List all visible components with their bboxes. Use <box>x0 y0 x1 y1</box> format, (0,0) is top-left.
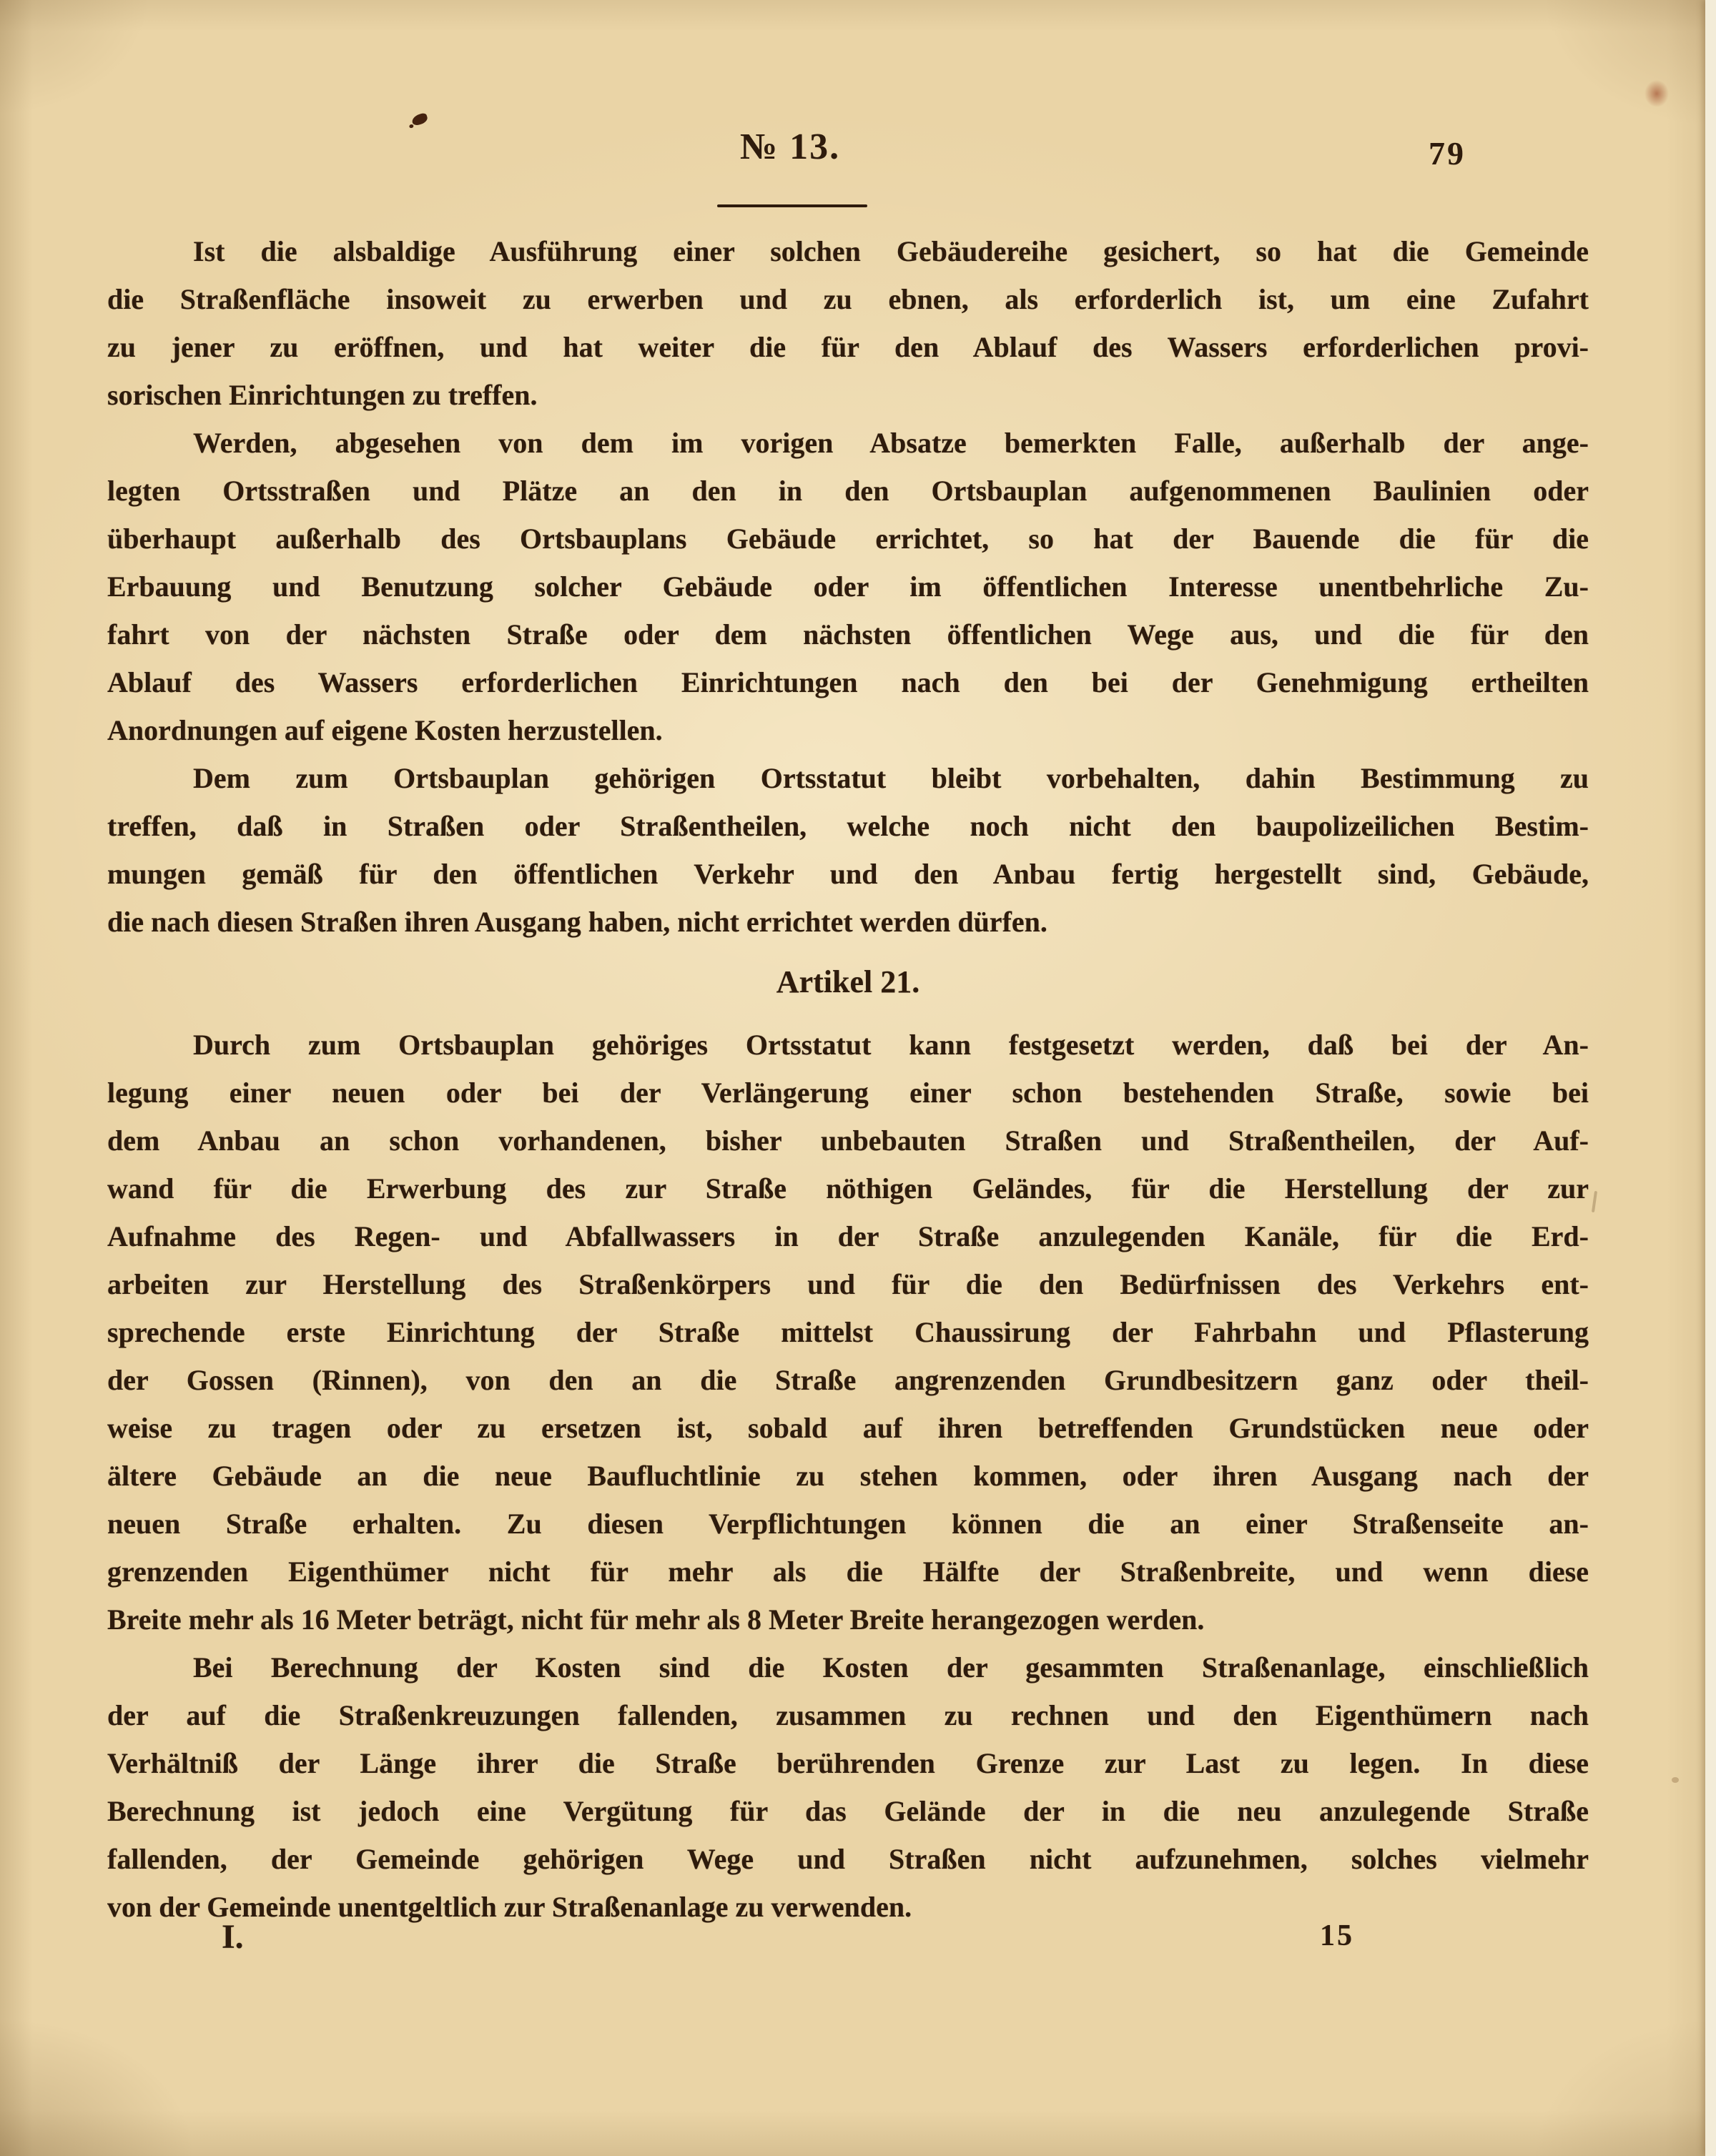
header-rule <box>717 204 867 207</box>
text-line: von der Gemeinde unentgeltlich zur Straßenanlage zu verwenden. <box>107 1891 912 1923</box>
body-text-lower <box>107 1021 1589 1931</box>
body-text-upper <box>107 227 1589 946</box>
text-line: Ablauf des Wassers erforderlichen Einrichtungen nach den bei der Genehmigung ertheilten <box>107 666 1589 698</box>
text-line: Anordnungen auf eigene Kosten herzustellen. <box>107 714 663 746</box>
text-line: fahrt von der nächsten Straße oder dem nächsten öffentlichen Wege aus, und die für den <box>107 618 1589 651</box>
text-line: Dem zum Ortsbauplan gehörigen Ortsstatut bleibt vorbehalten, dahin Bestimmung zu <box>193 762 1589 794</box>
paper-speck <box>1672 1777 1679 1783</box>
issue-number: № 13. <box>739 127 841 167</box>
text-line: überhaupt außerhalb des Ortsbauplans Gebäude errichtet, so hat der Bauende die für die <box>107 523 1589 555</box>
text-line: der auf die Straßenkreuzungen fallenden, zusammen zu rechnen und den Eigenthümern nach <box>107 1699 1589 1731</box>
text-line: Berechnung ist jedoch eine Vergütung für das Gelände der in die neu anzulegende Straße <box>107 1795 1589 1827</box>
text-line: Aufnahme des Regen- und Abfallwassers in der Straße anzulegenden Kanäle, für die Erd- <box>107 1220 1589 1252</box>
text-line: wand für die Erwerbung des zur Straße nöthigen Geländes, für die Herstellung der zur <box>107 1172 1589 1205</box>
text-line: fallenden, der Gemeinde gehörigen Wege und Straßen nicht aufzunehmen, solches vielmehr <box>107 1843 1589 1875</box>
text-line: Verhältniß der Länge ihrer die Straße berührenden Grenze zur Last zu legen. In diese <box>107 1747 1589 1779</box>
text-line: dem Anbau an schon vorhandenen, bisher unbebauten Straßen und Straßentheilen, der Auf- <box>107 1124 1589 1157</box>
text-line: Bei Berechnung der Kosten sind die Kosten der gesammten Straßenanlage, einschließlich <box>193 1651 1589 1683</box>
page-number: 79 <box>1429 135 1466 172</box>
text-line: ältere Gebäude an die neue Baufluchtlinie zu stehen kommen, oder ihren Ausgang nach der <box>107 1460 1589 1492</box>
sheet-signature-number: 15 <box>1320 1919 1354 1952</box>
text-line: der Gossen (Rinnen), von den an die Straße angrenzenden Grundbesitzern ganz oder theil- <box>107 1364 1589 1396</box>
text-line: treffen, daß in Straßen oder Straßentheilen, welche noch nicht den baupolizeilichen Bestim- <box>107 810 1589 842</box>
text-line: neuen Straße erhalten. Zu diesen Verpflichtungen können die an einer Straßenseite an- <box>107 1508 1589 1540</box>
text-line: Ist die alsbaldige Ausführung einer solchen Gebäudereihe gesichert, so hat die Gemeinde <box>193 235 1589 267</box>
text-line: die Straßenfläche insoweit zu erwerben und zu ebnen, als erforderlich ist, um eine Zufahrt <box>107 283 1589 315</box>
text-line: zu jener zu eröffnen, und hat weiter die für den Ablauf des Wassers erforderlichen provi- <box>107 331 1589 363</box>
text-line: grenzenden Eigenthümer nicht für mehr als die Hälfte der Straßenbreite, und wenn diese <box>107 1556 1589 1588</box>
section-signature-mark: I. <box>222 1918 244 1956</box>
text-line: arbeiten zur Herstellung des Straßenkörpers und für die den Bedürfnissen des Verkehrs ent- <box>107 1268 1589 1300</box>
text-line: Breite mehr als 16 Meter beträgt, nicht für mehr als 8 Meter Breite herangezogen werden. <box>107 1603 1205 1636</box>
article-heading: Artikel 21. <box>776 964 920 999</box>
text-line: legten Ortsstraßen und Plätze an den in den Ortsbauplan aufgenommenen Baulinien oder <box>107 475 1589 507</box>
text-line: sprechende erste Einrichtung der Straße mittelst Chaussirung der Fahrbahn und Pflasterung <box>107 1316 1589 1348</box>
text-line: weise zu tragen oder zu ersetzen ist, sobald auf ihren betreffenden Grundstücken neue oder <box>107 1412 1589 1444</box>
text-line: sorischen Einrichtungen zu treffen. <box>107 379 538 411</box>
text-line: Erbauung und Benutzung solcher Gebäude oder im öffentlichen Interesse unentbehrliche Zu- <box>107 570 1589 603</box>
text-line: mungen gemäß für den öffentlichen Verkehr und den Anbau fertig hergestellt sind, Gebäude, <box>107 858 1589 890</box>
text-line: Durch zum Ortsbauplan gehöriges Ortsstatut kann festgesetzt werden, daß bei der An- <box>193 1029 1589 1061</box>
text-line: Werden, abgesehen von dem im vorigen Absatze bemerkten Falle, außerhalb der ange- <box>193 427 1589 459</box>
paper-fiber-mark <box>1592 1191 1597 1212</box>
scan-page-edge <box>1705 0 1716 2156</box>
text-line: die nach diesen Straßen ihren Ausgang haben, nicht errichtet werden dürfen. <box>107 906 1047 938</box>
ink-blot-mark <box>410 112 428 127</box>
foxing-stain <box>1644 80 1669 107</box>
text-line: legung einer neuen oder bei der Verlängerung einer schon bestehenden Straße, sowie bei <box>107 1077 1589 1109</box>
